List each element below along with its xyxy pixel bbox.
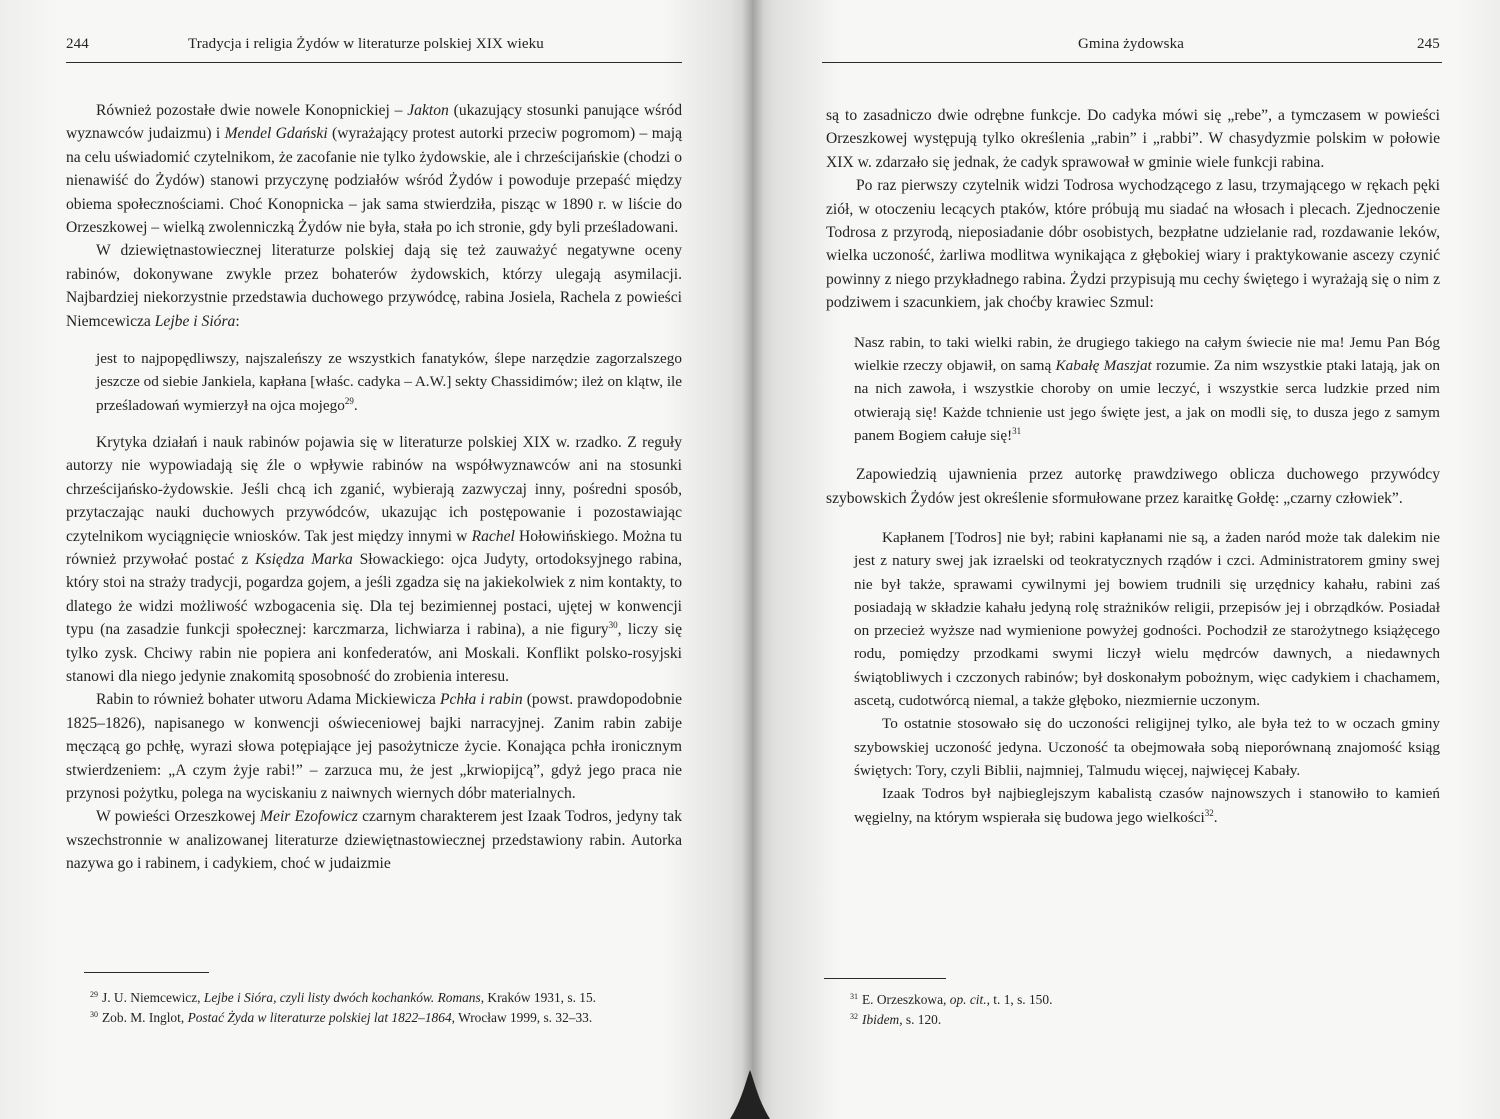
right-footnotes <box>850 990 1430 1029</box>
page-number-left: 244 <box>66 36 89 52</box>
footnote-ref-30: 30 <box>608 620 618 631</box>
left-paragraph-3: Krytyka działań i nauk rabinów pojawia się w literaturze polskiej XIX w. rzadko. Z reguły autorzy nie wypowiadają się źle o wpływie rabinów na współwyznawców ani na stosunki chrześcijańsko-żydowskie. Jeśli chcą ich zganić, wybierają zazwyczaj inny, pośredni sposób, przytaczając nauki duchowych przywódców, ukazując ich postępowanie i pozostawiając czytelnikom wyciągnięcie wniosków. Tak jest między innymi w Rachel Hołowińskiego. Można tu również przywołać postać z Księdza Marka Słowackiego: ojca Judyty, ortodoksyjnego rabina, który stoi na straży tradycji, pogardza gojem, a jeśli zgadza się na jakiekolwiek z nim kontakty, to dlatego że widzi możliwość wzbogacenia się. Dla tej bezimiennej postaci, ujętej w konwencji typu (na zasadzie funkcji społecznej: karczmarza, lichwiarza i rabina), a nie figury$^{30}$, liczy się tylko zysk. Chciwy rabin nie popiera ani konfederatów, ani Moskali. Konflikt polsko-rosyjski stanowi dla niego jedynie znakomitą sposobność do zrobienia interesu. <box>66 433 682 686</box>
left-footnotes <box>90 988 690 1027</box>
page-number-right: 245 <box>1417 36 1440 52</box>
footnote-30: $^{30}$ Zob. M. Inglot, Postać Żyda w literaturze polskiej lat 1822–1864, Wrocław 1999, s. 32–33. <box>90 1009 593 1025</box>
footnote-rule-right <box>824 978 946 979</box>
quote2-para-3: Izaak Todros był najbieglejszym kabalistą czasów najnowszych i stanowiło to kamień węgielny, na którym wspierała się budowa jego wielkości$^{32}$. <box>854 785 1440 826</box>
quote2-para-1: Kapłanem [Todros] nie był; rabini kapłanami nie są, a żaden naród może tak dalekim nie jest z natury swej jak izraelski od teokratycznych rządów i czci. Administratorem gminy swej nie był także, sprawami cywilnymi jej bowiem trudnili się urzędnicy kahału, rabini zaś posiadają w składzie kahału jedyną rolę strażników religii, przepisów jej i obrządków. Posiadał on przecież wyższe nad wymienione powyżej godności. Pochodził ze starożytnego książęcego rodu, pomiędzy przodkami swymi liczył wielu mędrców dawnych, a niedawnych świątobliwych i czczonych rabinów; był doskonałym pobożnym, więc cadykiem i chachamem, ascetą, cudotwórcą niemal, a także głęboko, niezmiernie uczonym. <box>854 528 1440 710</box>
left-body-text <box>66 99 682 876</box>
running-head-right: Gmina żydowska <box>1078 36 1184 52</box>
binding-edge <box>690 1070 810 1119</box>
gutter-shadow <box>742 0 764 1119</box>
header-rule-right <box>822 62 1442 63</box>
quote2-para-2: To ostatnie stosowało się do uczoności religijnej tylko, ale była też to w oczach gminy szybowskiej uczoność jedyna. Uczoność ta obejmowała sobą nieporównaną znajomość ksiąg świętych: Tory, czyli Biblii, najmniej, Talmudu więcej, najwięcej Kabały. <box>854 715 1440 779</box>
footnote-ref-32: 32 <box>1204 807 1214 818</box>
left-paragraph-4: Rabin to również bohater utworu Adama Mickiewicza Pchła i rabin (powst. prawdopodobnie 1825–1826), napisanego w konwencji oświeceniowej bajki narracyjnej. Zanim rabin zabije męczącą go pchłę, wyrazi słowa potępiające jej pasożytnicze życie. Konająca pchła ironicznym stwierdzeniem: „A czym żyje rabi!” – zarzuca mu, że jest „krwiopijcą”, gdyż jego praca nie przynosi pożytku, polega na wyciskaniu z naiwnych wiernych dóbr materialnych. <box>66 691 682 803</box>
right-paragraph-2: Po raz pierwszy czytelnik widzi Todrosa wychodzącego z lasu, trzymającego w rękach pęki ziół, w otoczeniu lecących ptaków, które próbują mu siadać na włosach i plecach. Zjednoczenie Todrosa z przyrodą, nieposiadanie dóbr osobistych, bezpłatne udzielanie rad, rozdawanie leków, wielka uczoność, żarliwa modlitwa wynikająca z głębokiej wiary i praktykowanie ascezy czynić powinny z niego przykładnego rabina. Żydzi przypisują mu cechy świętego i wyrażają się o nim z podziwem i szacunkiem, jak choćby krawiec Szmul: <box>826 177 1440 312</box>
footnote-rule-left <box>84 972 209 973</box>
left-paragraph-2: W dziewiętnastowiecznej literaturze polskiej dają się też zauważyć negatywne oceny rabinów, dokonywane zwykle przez bohaterów żydowskich, którzy ulegają asymilacji. Najbardziej niekorzystnie przedstawia duchowego przywódcę, rabina Josiela, Rachela z powieści Niemcewicza Lejbe i Sióra: <box>66 242 682 330</box>
left-paragraph-1: Również pozostałe dwie nowele Konopnickiej – Jakton (ukazujący stosunki panujące wśród wyznawców judaizmu) i Mendel Gdański (wyrażający protest autorki przeciw pogromom) – mają na celu uświadomić czytelnikom, że zacofanie nie tylko żydowskie, ale i chrześcijańskie (chodzi o nienawiść do Żydów) stanowi przyczynę podziałów wśród Żydów i powoduje przepaść między obiema społecznościami. Choć Konopnicka – jak sama stwierdziła, pisząc w 1890 r. w liście do Orzeszkowej – wielką zwolenniczką Żydów nie była, stała po ich stronie, gdy byli prześladowani. <box>66 102 682 237</box>
footnote-29: $^{29}$ J. U. Niemcewicz, Lejbe i Sióra, czyli listy dwóch kochanków. Romans, Kraków 1931, s. 15. <box>90 990 597 1005</box>
right-paragraph-1: są to zasadniczo dwie odrębne funkcje. Do cadyka mówi się „rebe”, a tymczasem w powieści Orzeszkowej występują tylko określenia „rabin” i „rabbi”. W chasydyzmie polskim w połowie XIX w. zdarzało się jednak, że cadyk sprawował w gminie wiele funkcji rabina. <box>826 107 1440 171</box>
footnote-31: $^{31}$ E. Orzeszkowa, op. cit., t. 1, s. 150. <box>850 992 1053 1007</box>
footnote-32: $^{32}$ Ibidem, s. 120. <box>850 1011 942 1027</box>
right-block-quote-1: Nasz rabin, to taki wielki rabin, że drugiego takiego na całym świecie nie ma! Jemu Pan Bóg wielkie rzeczy objawił, on samą Kabałę Maszjat rozumie. Za nim wszystkie ptaki latają, jak on na nich zawoła, i wszystkie choroby on umie leczyć, i wszystkie serca ludzkie przed nim otwierają się! Każde tchnienie ust jego święte jest, a jak on modli się, to dusza jego z samym panem Bogiem całuje się!$^{31}$ <box>854 333 1440 444</box>
right-block-quote-2 <box>854 526 1440 829</box>
right-paragraph-3: Zapowiedzią ujawnienia przez autorkę prawdziwego oblicza duchowego przywódcy szybowskich Żydów jest określenie sformułowane przez karaitkę Gołdę: „czarny człowiek”. <box>826 466 1440 507</box>
right-page <box>752 0 1500 1119</box>
running-head-left: Tradycja i religia Żydów w literaturze polskiej XIX wieku <box>188 36 544 52</box>
left-paragraph-5: W powieści Orzeszkowej Meir Ezofowicz czarnym charakterem jest Izaak Todros, jedyny tak wszechstronnie w analizowanej literaturze dziewiętnastowiecznej przedstawiony rabin. Autorka nazywa go i rabinem, i cadykiem, choć w judaizmie <box>66 808 682 873</box>
header-rule-left <box>66 62 682 63</box>
left-block-quote: jest to najpopędliwszy, najszaleńszy ze wszystkich fanatyków, ślepe narzędzie zagorzalszego jeszcze od siebie Jankiela, kapłana [właśc. cadyka – A.W.] sekty Chassidimów; ileż on klątw, ile prześladowań wymierzył na ojca mojego$^{29}$. <box>96 350 682 414</box>
right-body-text <box>826 104 1440 843</box>
footnote-ref-29: 29 <box>344 395 354 406</box>
footnote-ref-31: 31 <box>1012 425 1022 436</box>
